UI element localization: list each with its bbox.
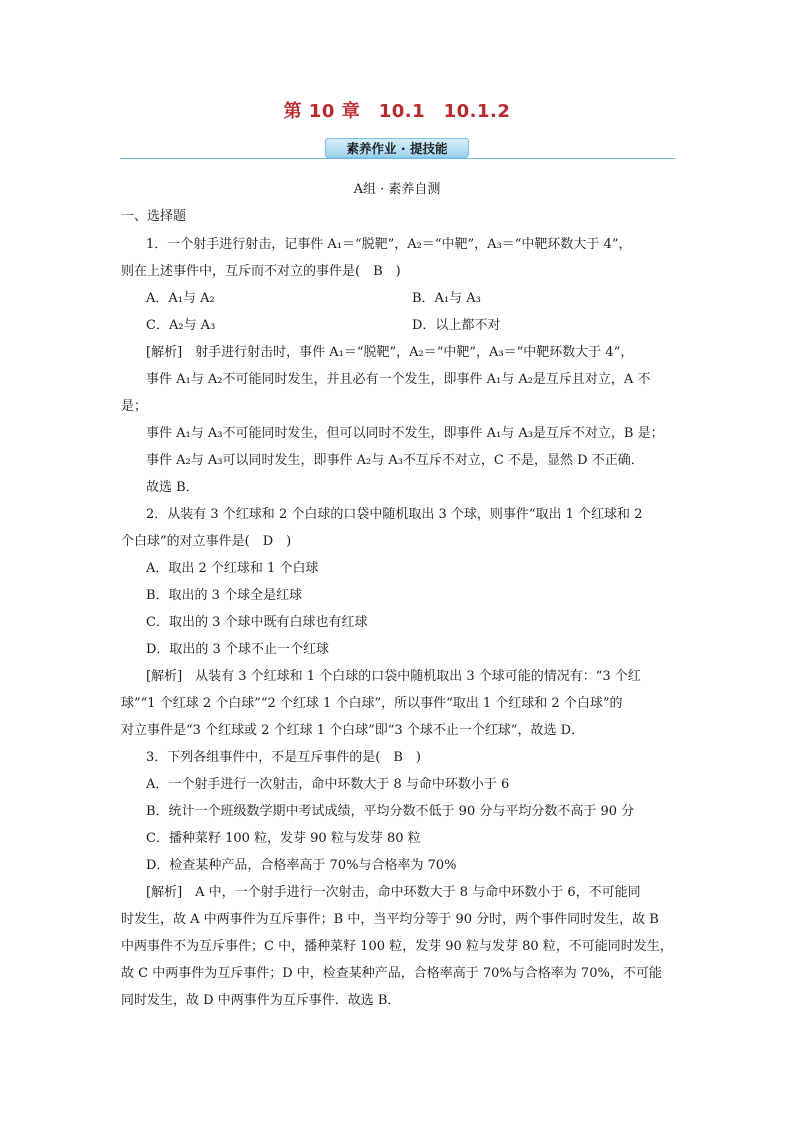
q3-option-c: C．播种菜籽 100 粒，发芽 90 粒与发芽 80 粒 [146, 831, 421, 846]
q3-option-d: D．检查某种产品，合格率高于 70%与合格率为 70% [146, 858, 457, 873]
chapter-title: 第 10 章 10.1 10.1.2 [283, 101, 511, 122]
q3-explanation-line-5: 同时发生，故 D 中两事件为互斥事件．故选 B． [121, 993, 401, 1008]
q2-explanation-line-2: 球”“1 个红球 2 个白球”“2 个红球 1 个白球”，所以事件“取出 1 个红球和 2 个白球”的 [121, 696, 623, 711]
q3-explanation-line-1: [解析] A 中，一个射手进行一次射击，命中环数大于 8 与命中环数小于 6，不可能同 [146, 885, 641, 900]
section-heading: 一、选择题 [121, 209, 187, 224]
q3-option-b: B．统计一个班级数学期中考试成绩，平均分数不低于 90 分与平均分数不高于 90 分 [146, 804, 635, 819]
q3-explanation-line-4: 故 C 中两事件为互斥事件；D 中，检查某种产品，合格率高于 70%与合格率为 70%，不可能 [121, 966, 662, 981]
group-heading: A组 · 素养自测 [353, 182, 441, 197]
q2-explanation-line-3: 对立事件是“3 个红球或 2 个红球 1 个白球”即“3 个球不止一个红球”，故选 D． [121, 723, 585, 738]
q2-option-b: B．取出的 3 个球全是红球 [146, 588, 303, 603]
q2-stem-line-1: 2．从装有 3 个红球和 2 个白球的口袋中随机取出 3 个球，则事件“取出 1 个红球和 2 [146, 507, 643, 522]
q2-option-c: C．取出的 3 个球中既有白球也有红球 [146, 615, 368, 630]
q1-stem-line-2: 则在上述事件中，互斥而不对立的事件是( B ) [121, 264, 401, 279]
q2-stem-line-2: 个白球”的对立事件是( D ) [121, 534, 292, 549]
q1-explanation-line-1: [解析] 射手进行射击时，事件 A₁＝“脱靶”，A₂＝“中靶”，A₃＝“中靶环数大于 4”， [146, 345, 634, 360]
q2-option-d: D．取出的 3 个球不止一个红球 [146, 642, 329, 657]
q3-explanation-line-2: 时发生，故 A 中两事件为互斥事件；B 中，当平均分等于 90 分时，两个事件同时发生，故 B [121, 912, 659, 927]
q1-option-a: A．A₁与 A₂ [146, 291, 215, 306]
header-divider [120, 158, 675, 159]
q1-stem-line-1: 1．一个射手进行射击，记事件 A₁＝“脱靶”，A₂＝“中靶”，A₃＝“中靶环数大于 4”， [146, 237, 632, 252]
q3-explanation-line-3: 中两事件不为互斥事件；C 中，播种菜籽 100 粒，发芽 90 粒与发芽 80 粒，不可能同时发生， [121, 939, 673, 954]
q2-explanation-line-1: [解析] 从装有 3 个红球和 1 个白球的口袋中随机取出 3 个球可能的情况有：“3 个红 [146, 669, 641, 684]
q1-option-c: C．A₂与 A₃ [146, 318, 216, 333]
section-badge: 素养作业 · 提技能 [325, 138, 469, 158]
q1-explanation-line-2: 事件 A₁与 A₂不可能同时发生，并且必有一个发生，即事件 A₁与 A₂是互斥且对立，A 不 [146, 372, 651, 387]
q1-explanation-line-3: 是； [121, 399, 148, 414]
q3-option-a: A．一个射手进行一次射击，命中环数大于 8 与命中环数小于 6 [146, 777, 510, 792]
q1-option-d: D．以上都不对 [412, 318, 501, 333]
q2-option-a: A．取出 2 个红球和 1 个白球 [146, 561, 319, 576]
q3-stem-line-1: 3．下列各组事件中，不是互斥事件的是( B ) [146, 750, 421, 765]
q1-explanation-line-5: 事件 A₂与 A₃可以同时发生，即事件 A₂与 A₃不互斥不对立，C 不是，显然 D 不正确． [146, 453, 644, 468]
q1-explanation-line-6: 故选 B． [146, 480, 199, 495]
q1-option-b: B．A₁与 A₃ [412, 291, 481, 306]
q1-explanation-line-4: 事件 A₁与 A₃不可能同时发生，但可以同时不发生，即事件 A₁与 A₃是互斥不对立，B 是； [146, 426, 664, 441]
